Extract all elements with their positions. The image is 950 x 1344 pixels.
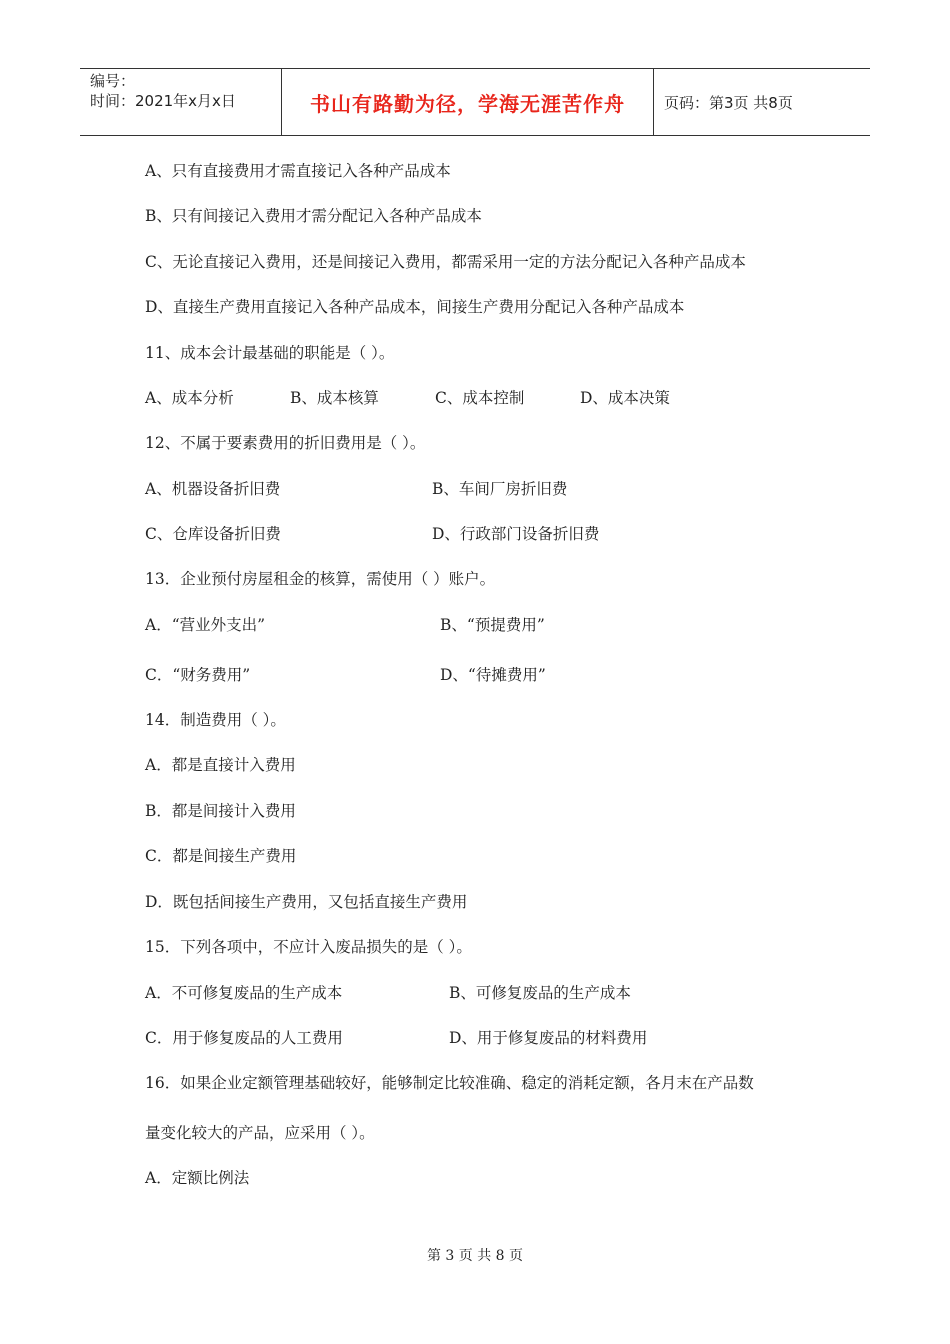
q13-option-c: C．“财务费用” — [145, 666, 251, 684]
q13-option-a: A．“营业外支出” — [145, 616, 266, 634]
q14-option-c: C．都是间接生产费用 — [145, 847, 297, 865]
q12-option-d: D、行政部门设备折旧费 — [432, 525, 600, 543]
q12-option-c: C、仓库设备折旧费 — [145, 525, 281, 543]
q12-option-a: A、机器设备折旧费 — [145, 480, 281, 498]
q12-option-b: B、车间厂房折旧费 — [432, 480, 568, 498]
q14-option-b: B．都是间接计入费用 — [145, 802, 296, 820]
q15-option-d: D、用于修复废品的材料费用 — [449, 1029, 648, 1047]
time-label: 时间：2021年x月x日 — [90, 92, 236, 110]
q10-option-a: A、只有直接费用才需直接记入各种产品成本 — [145, 162, 451, 180]
q11-option-d: D、成本决策 — [580, 389, 670, 407]
q10-option-d: D、直接生产费用直接记入各种产品成本，间接生产费用分配记入各种产品成本 — [145, 298, 685, 316]
q11-option-b: B、成本核算 — [290, 389, 379, 407]
header-motto-cell — [282, 69, 654, 135]
q11-option-a: A、成本分析 — [145, 389, 234, 407]
header-motto: 书山有路勤为径，学海无涯苦作舟 — [310, 91, 625, 116]
q13-question: 13．企业预付房屋租金的核算，需使用（ ）账户。 — [145, 570, 496, 588]
q11-question: 11、成本会计最基础的职能是（ ）。 — [145, 344, 395, 362]
q10-option-c: C、无论直接记入费用，还是间接记入费用，都需采用一定的方法分配记入各种产品成本 — [145, 253, 746, 271]
q14-option-d: D．既包括间接生产费用，又包括直接生产费用 — [145, 893, 468, 911]
q14-option-a: A．都是直接计入费用 — [145, 756, 296, 774]
q10-option-b: B、只有间接记入费用才需分配记入各种产品成本 — [145, 207, 482, 225]
q12-question: 12、不属于要素费用的折旧费用是（ ）。 — [145, 434, 426, 452]
header-page-info: 页码：第3页 共8页 — [664, 93, 793, 112]
q13-option-b: B、“预提费用” — [440, 616, 545, 634]
q13-option-d: D、“待摊费用” — [440, 666, 546, 684]
q11-option-c: C、成本控制 — [435, 389, 525, 407]
page-header — [80, 68, 870, 136]
q16-question-line1: 16．如果企业定额管理基础较好，能够制定比较准确、稳定的消耗定额，各月末在产品数 — [145, 1074, 754, 1092]
q15-option-c: C．用于修复废品的人工费用 — [145, 1029, 343, 1047]
header-meta — [80, 69, 282, 135]
q15-option-a: A．不可修复废品的生产成本 — [145, 984, 343, 1002]
q15-question: 15．下列各项中，不应计入废品损失的是（ ）。 — [145, 938, 472, 956]
q16-option-a: A．定额比例法 — [145, 1169, 250, 1187]
q16-question-line2: 量变化较大的产品，应采用（ ）。 — [145, 1124, 375, 1142]
header-page-cell — [654, 69, 870, 135]
number-label: 编号： — [90, 72, 136, 90]
q14-question: 14．制造费用（ ）。 — [145, 711, 286, 729]
q15-option-b: B、可修复废品的生产成本 — [449, 984, 631, 1002]
page-footer: 第 3 页 共 8 页 — [426, 1248, 524, 1264]
